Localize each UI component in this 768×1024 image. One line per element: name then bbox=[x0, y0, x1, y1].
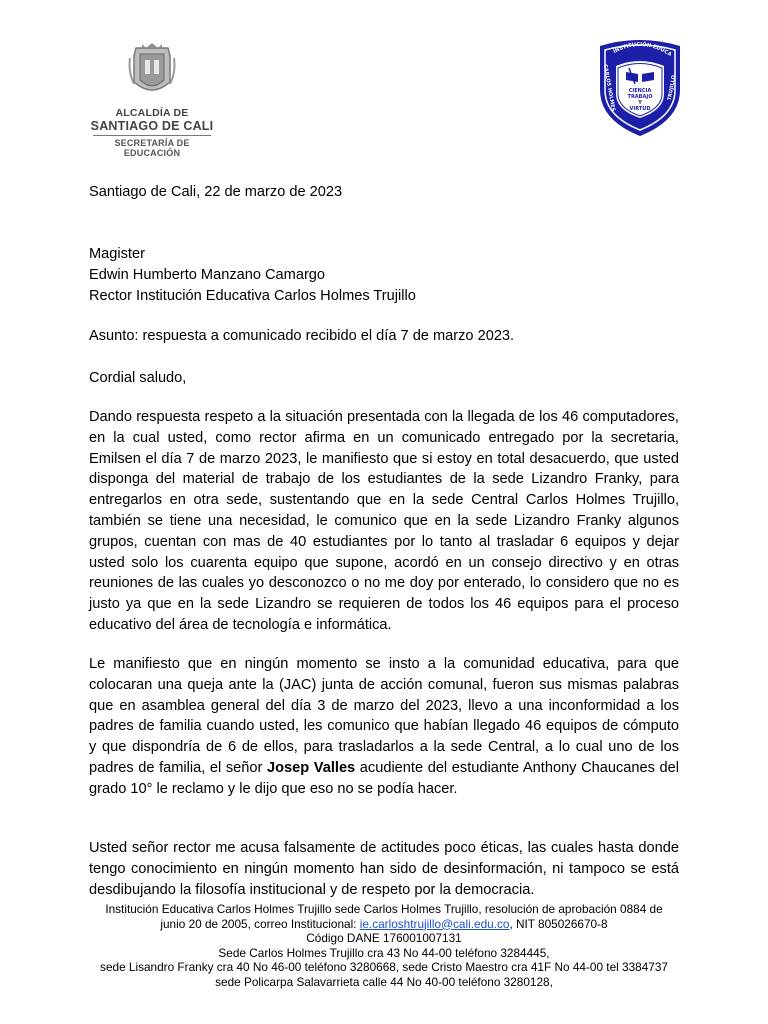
letter-greeting: Cordial saludo, bbox=[89, 370, 187, 386]
parent-name: Josep Valles bbox=[267, 759, 356, 776]
footer-line-sede-policarpa: sede Policarpa Salavarrieta calle 44 No 40-00 teléfono 3280128, bbox=[215, 974, 553, 989]
letter-date: Santiago de Cali, 22 de marzo de 2023 bbox=[89, 184, 343, 200]
institution-shield-logo bbox=[596, 38, 684, 138]
footer-line-sede-central: Sede Carlos Holmes Trujillo cra 43 No 44-00 teléfono 3284445, bbox=[218, 945, 550, 960]
letter-subject: Asunto: respuesta a comunicado recibido el día 7 de marzo 2023. bbox=[89, 328, 515, 344]
shield-motto-2: TRABAJO bbox=[627, 94, 653, 100]
logo-line-alcaldia: ALCALDÍA DE bbox=[115, 107, 189, 119]
paragraph-2-text-end: acudiente del estudiante Anthony Chaucanes del grado 10° le reclamo y le dijo que eso no se podía hacer. bbox=[89, 759, 680, 797]
alcaldia-logo bbox=[86, 42, 218, 158]
shield-motto-1: CIENCIA bbox=[628, 88, 652, 94]
letter-footer bbox=[80, 902, 688, 989]
city-coat-of-arms-icon bbox=[126, 42, 178, 100]
footer-nit: , NIT 805026670-8 bbox=[509, 916, 608, 931]
shield-top-text: INSTITUCIÓN EDUCA bbox=[612, 41, 673, 58]
shield-motto-4: VIRTUD bbox=[629, 106, 651, 112]
recipient-position: Rector Institución Educativa Carlos Holmes Trujillo bbox=[89, 287, 416, 304]
footer-line-institution: Institución Educativa Carlos Holmes Trujillo sede Carlos Holmes Trujillo, resolución de aprobación 0884 de bbox=[105, 902, 663, 916]
shield-right-text: TRUJILLO bbox=[666, 74, 678, 101]
body-paragraph-2 bbox=[89, 654, 679, 800]
logo-line-city: SANTIAGO DE CALI bbox=[90, 119, 214, 133]
body-paragraph-3: Usted señor rector me acusa falsamente de actitudes poco éticas, las cuales hasta donde tengo conocimiento en ningún momento han sido de desinformación, ni tampoco se está desdibujando la filosofía institucional y de respeto por la democracia. bbox=[89, 840, 679, 898]
footer-email-link[interactable]: ie.carloshtrujillo@cali.edu.co bbox=[359, 916, 510, 931]
footer-line-dane: Código DANE 176001007131 bbox=[306, 931, 462, 945]
footer-email-label: junio 20 de 2005, correo Institucional: bbox=[160, 916, 360, 931]
paragraph-2-text-start: Le manifiesto que en ningún momento se insto a la comunidad educativa, para que colocaran una queja ante la (JAC) junta de acción comunal, fueron sus mismas palabras que en asamblea general del día 3 de marzo del 2023, llevo a una inconformidad a los padres de familia cuando usted, les comunico que habían llegado 46 equipos de cómputo y que dispondría de 6 de ellos, para trasladarlos a la sede Central, a lo cual uno de los padres de familia, el señor bbox=[89, 656, 679, 776]
logo-divider bbox=[93, 135, 211, 136]
shield-motto-3: Y bbox=[638, 100, 642, 106]
footer-line-resolution bbox=[80, 917, 688, 932]
shield-left-text: CARLOS HOLMES bbox=[601, 63, 617, 112]
recipient-name: Edwin Humberto Manzano Camargo bbox=[89, 266, 326, 283]
recipient-title: Magister bbox=[89, 246, 145, 262]
institution-shield-icon bbox=[596, 38, 684, 138]
logo-line-secretaria: SECRETARÍA DE EDUCACIÓN bbox=[114, 138, 190, 158]
recipient-block bbox=[89, 244, 679, 306]
body-paragraph-1: Dando respuesta respeto a la situación presentada con la llegada de los 46 computadores, en la cual usted, como rector afirma en un comunicado entregado por la secretaria, Emilsen el día 7 de marzo 2023, le manifiesto que si estoy en total desacuerdo, que usted disponga del material de trabajo de los estudiantes de la sede Lizandro Franky, para entregarlos en otra sede, sustentando que en la sede Central Carlos Holmes Trujillo, también se tiene una necesidad, le comunico que en la sede Lizandro Franky algunos grupos, cuentan con mas de 40 estudiantes por lo tanto al trasladar 6 equipos y dejar usted solo los cuarenta equipo que supone, acordó en un consejo directivo y en otras reuniones de las cuales yo desconozco o no me doy por enterado, lo considero que no es justo ya que en la sede Lizandro se requieren de todos los 46 equipos para el proceso educativo del área de tecnología e informática. bbox=[89, 409, 679, 633]
footer-line-sede-lisandro: sede Lisandro Franky cra 40 No 46-00 teléfono 3280668, sede Cristo Maestro cra 41F No 44-00 tel 3384737 bbox=[100, 960, 668, 974]
